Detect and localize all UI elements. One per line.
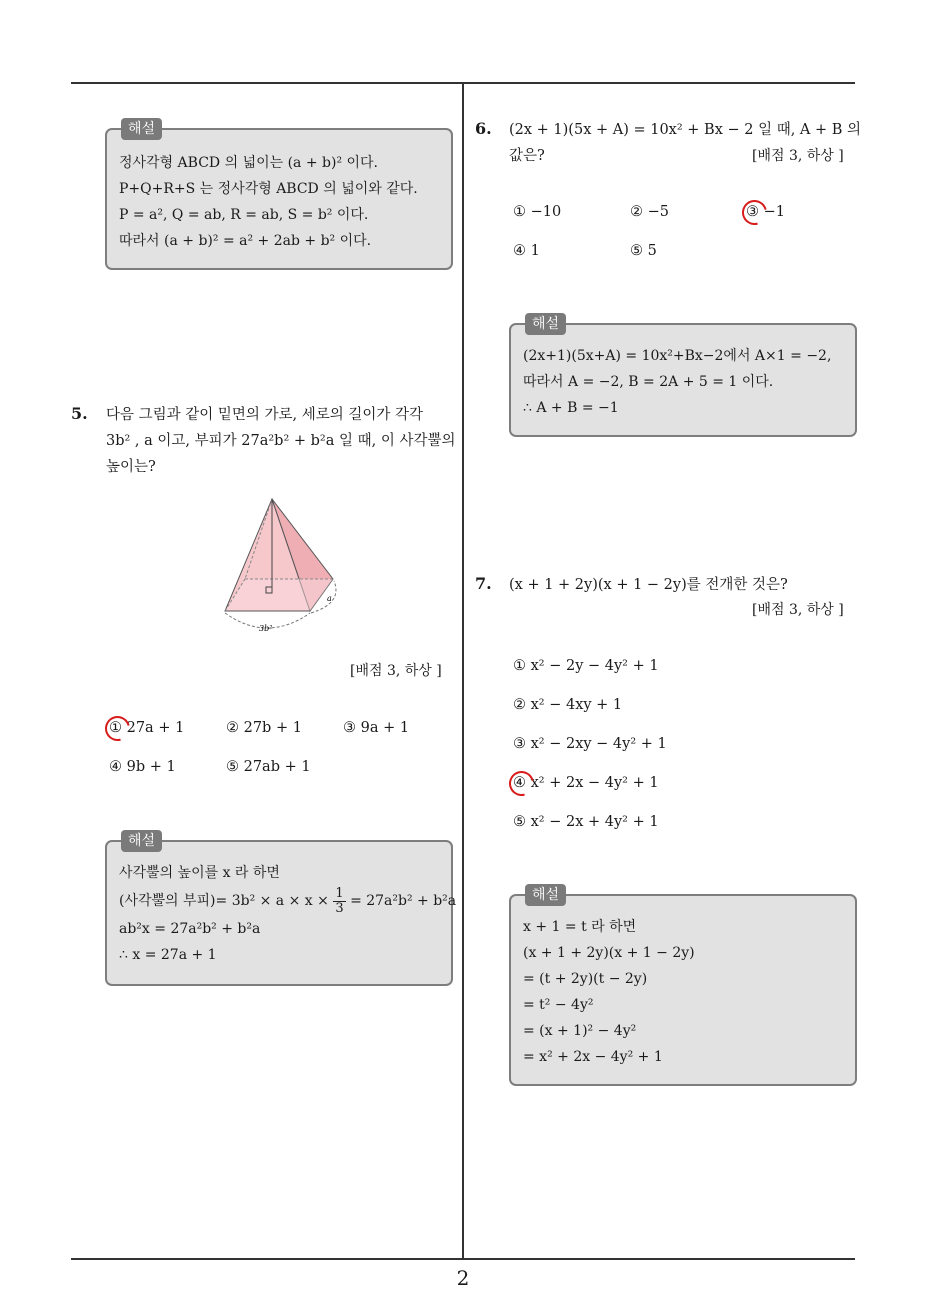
solution-box-q7 [509,887,857,1086]
page-number: 2 [456,1266,470,1290]
solution-line: 따라서 A = −2, B = 2A + 5 = 1 이다. [523,374,774,390]
solution-line [119,885,457,916]
pyramid-side-label: a [327,594,332,603]
solution-tag: 해설 [525,313,566,335]
solution-tag: 해설 [525,884,566,906]
solution-tag: 해설 [121,830,162,852]
choice-q7-3[interactable]: ③ x² − 2xy − 4y² + 1 [513,736,667,752]
solution-line: ∴ A + B = −1 [523,400,619,416]
choice-q7-4[interactable]: ④ x² + 2x − 4y² + 1 [513,775,659,791]
points-q7: [배점 3, 하상 ] [752,602,844,618]
fraction-one-third [333,887,345,916]
choice-q5-3[interactable]: ③ 9a + 1 [343,720,410,736]
question-text-5 [106,402,456,480]
solution-box-q6 [509,316,857,437]
solution-line: = (t + 2y)(t − 2y) [523,971,648,987]
solution-line: 사각뿔의 높이를 x 라 하면 [119,865,280,881]
pyramid-base-label: 3b² [259,624,273,633]
points-q5: [배점 3, 하상 ] [350,663,442,679]
choice-q6-4[interactable]: ④ 1 [513,243,540,259]
question-number-5: 5. [71,404,88,423]
solution-line: (2x+1)(5x+A) = 10x²+Bx−2에서 A×1 = −2, [523,348,832,364]
volume-formula-right: = 27a²b² + b²a [350,893,457,909]
question-line: 3b² , a 이고, 부피가 27a²b² + b²a 일 때, 이 사각뿔의 [106,433,456,449]
choice-q7-1[interactable]: ① x² − 2y − 4y² + 1 [513,658,659,674]
solution-line: ab²x = 27a²b² + b²a [119,921,261,937]
choice-q5-1[interactable]: ① 27a + 1 [109,720,185,736]
choice-q5-4[interactable]: ④ 9b + 1 [109,759,176,775]
choice-q7-2[interactable]: ② x² − 4xy + 1 [513,697,623,713]
solution-line: 정사각형 ABCD 의 넓이는 (a + b)² 이다. [119,155,379,171]
answer-mark-circle [504,766,538,800]
choice-q6-2[interactable]: ② −5 [630,204,669,220]
fraction-denominator: 3 [335,900,344,916]
pyramid-figure [215,493,345,635]
solution-line: = t² − 4y² [523,997,594,1013]
choice-q6-3[interactable]: ③ −1 [746,204,785,220]
volume-formula-left: (사각뿔의 부피)= 3b² × a × x × [119,893,329,909]
choice-q6-1[interactable]: ① −10 [513,204,562,220]
question-number-6: 6. [475,119,492,138]
choice-q5-2[interactable]: ② 27b + 1 [226,720,302,736]
solution-line: ∴ x = 27a + 1 [119,947,217,963]
solution-tag: 해설 [121,118,162,140]
answer-mark-circle [737,195,771,229]
solution-line: P+Q+R+S 는 정사각형 ABCD 의 넓이와 같다. [119,181,418,197]
question-line: (2x + 1)(5x + A) = 10x² + Bx − 2 일 때, A + B 의 [509,122,862,138]
question-line: 높이는? [106,459,156,475]
question-line: 값은? [509,148,545,164]
solution-line: x + 1 = t 라 하면 [523,919,637,935]
bottom-rule [71,1258,855,1260]
choice-q7-5[interactable]: ⑤ x² − 2x + 4y² + 1 [513,814,659,830]
solution-box-q5 [105,833,457,986]
question-line: (x + 1 + 2y)(x + 1 − 2y)를 전개한 것은? [509,577,788,593]
solution-line: 따라서 (a + b)² = a² + 2ab + b² 이다. [119,233,372,249]
solution-line: = (x + 1)² − 4y² [523,1023,637,1039]
question-line: 다음 그림과 같이 밑면의 가로, 세로의 길이가 각각 [106,407,424,423]
column-divider [462,83,464,1258]
choice-q5-5[interactable]: ⑤ 27ab + 1 [226,759,311,775]
fraction-numerator: 1 [335,885,344,901]
solution-box-q4 [105,121,453,270]
solution-line: = x² + 2x − 4y² + 1 [523,1049,663,1065]
answer-mark-circle [100,711,134,745]
solution-line: (x + 1 + 2y)(x + 1 − 2y) [523,945,695,961]
question-number-7: 7. [475,574,492,593]
choice-q6-5[interactable]: ⑤ 5 [630,243,657,259]
question-text-7 [509,572,859,598]
points-q6: [배점 3, 하상 ] [752,148,844,164]
solution-line: P = a², Q = ab, R = ab, S = b² 이다. [119,207,369,223]
